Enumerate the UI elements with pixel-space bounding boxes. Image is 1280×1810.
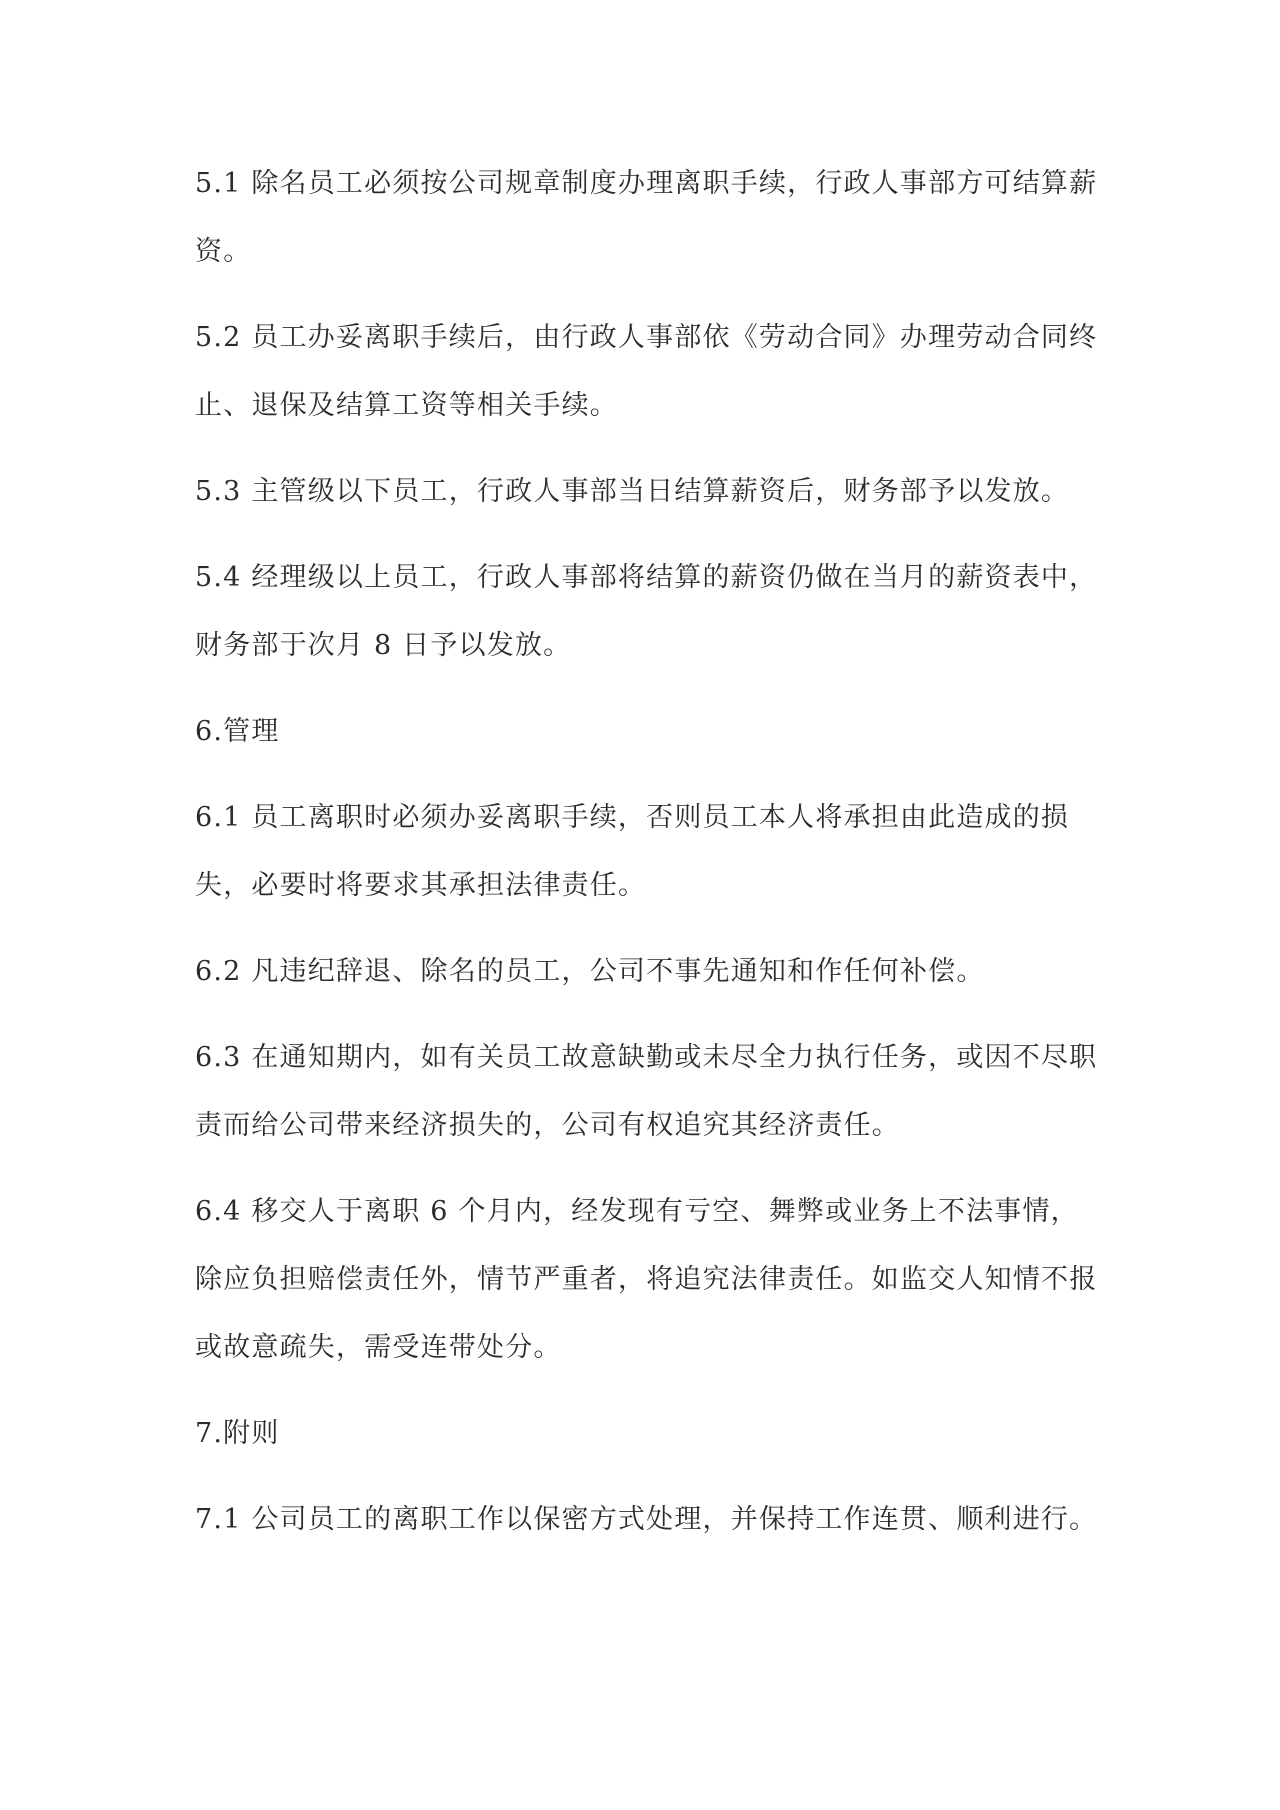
clause-5-1: 5.1 除名员工必须按公司规章制度办理离职手续，行政人事部方可结算薪资。 bbox=[195, 168, 1098, 267]
clause-6-1: 6.1 员工离职时必须办妥离职手续，否则员工本人将承担由此造成的损失，必要时将要求其承担法律责任。 bbox=[195, 802, 1070, 901]
clause-5-2: 5.2 员工办妥离职手续后，由行政人事部依《劳动合同》办理劳动合同终止、退保及结算工资等相关手续。 bbox=[195, 322, 1098, 421]
section-heading-7: 7.附则 bbox=[195, 1418, 280, 1449]
clause-6-3: 6.3 在通知期内，如有关员工故意缺勤或未尽全力执行任务，或因不尽职责而给公司带来经济损失的，公司有权追究其经济责任。 bbox=[195, 1042, 1098, 1141]
document-page bbox=[195, 150, 1100, 1572]
section-heading-6: 6.管理 bbox=[195, 716, 280, 747]
clause-6-2: 6.2 凡违纪辞退、除名的员工，公司不事先通知和作任何补偿。 bbox=[195, 956, 985, 987]
clause-5-4: 5.4 经理级以上员工，行政人事部将结算的薪资仍做在当月的薪资表中，财务部于次月 8 日予以发放。 bbox=[195, 562, 1098, 661]
clause-7-1: 7.1 公司员工的离职工作以保密方式处理，并保持工作连贯、顺利进行。 bbox=[195, 1504, 1098, 1535]
clause-6-4: 6.4 移交人于离职 6 个月内，经发现有亏空、舞弊或业务上不法事情，除应负担赔偿责任外，情节严重者，将追究法律责任。如监交人知情不报或故意疏失，需受连带处分。 bbox=[195, 1196, 1098, 1363]
clause-5-3: 5.3 主管级以下员工，行政人事部当日结算薪资后，财务部予以发放。 bbox=[195, 476, 1070, 507]
